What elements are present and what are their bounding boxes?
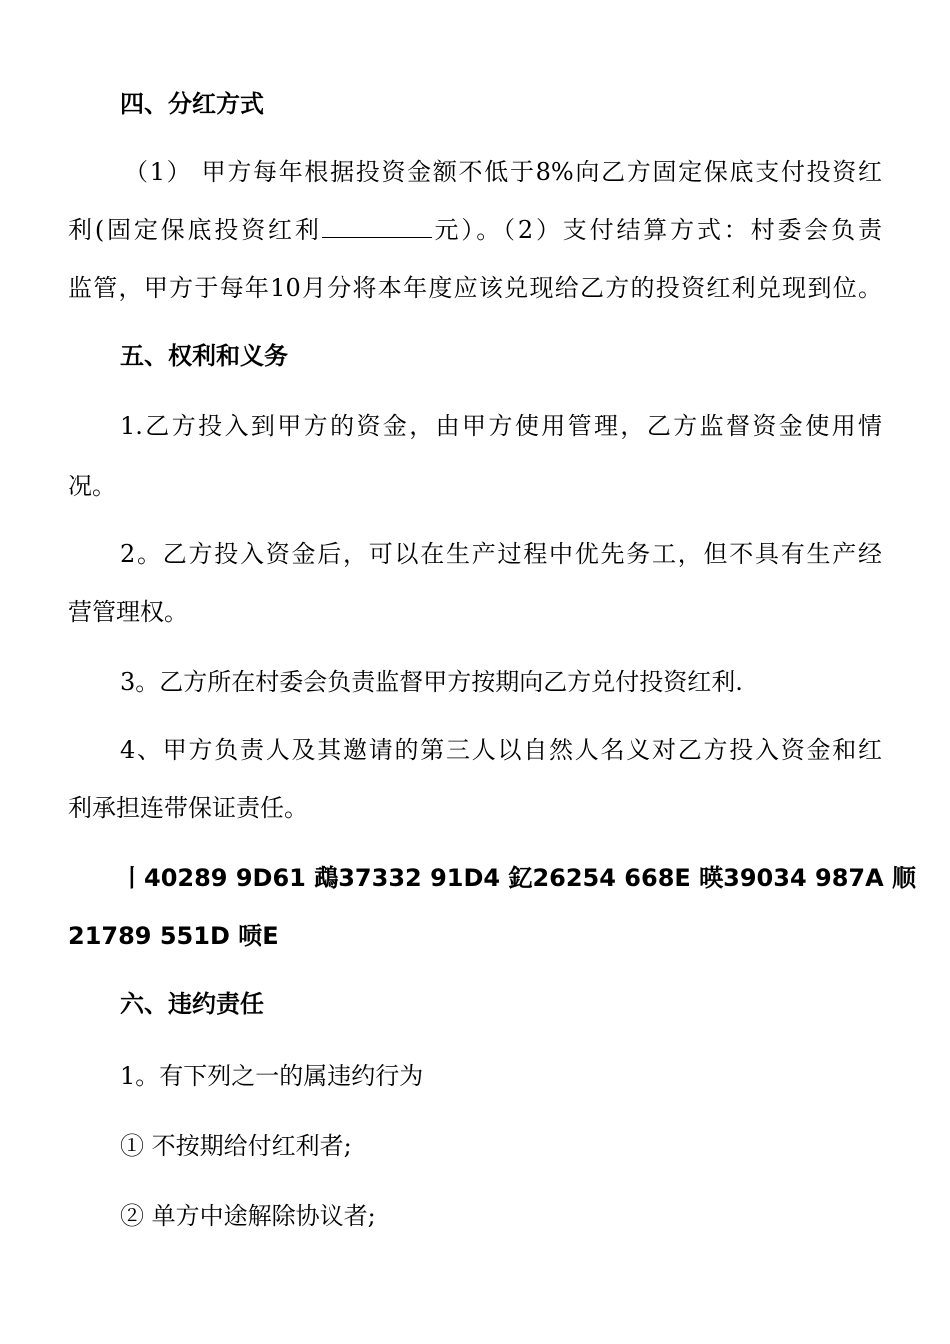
section-5-heading: 五、权利和义务 <box>120 342 288 370</box>
section-4-heading: 四、分红方式 <box>120 90 264 118</box>
section-4-paragraph-line-3: 监管，甲方于每年10月分将本年度应该兑现给乙方的投资红利兑现到位。 <box>68 274 882 302</box>
section-5-item-2-line-2: 营管理权。 <box>68 598 188 626</box>
section-6-sub-item-1: ① 不按期给付红利者; <box>120 1132 352 1160</box>
amount-blank <box>322 215 432 238</box>
code-line-2: 21789 551D 唝E <box>68 922 279 950</box>
section-5-item-1-line-2: 况。 <box>68 472 116 500</box>
section-6-heading: 六、违约责任 <box>120 990 264 1018</box>
section-6-sub-item-2: ② 单方中途解除协议者; <box>120 1202 376 1230</box>
code-line-1: 丨40289 9D61 鵡37332 91D4 釔26254 668E 暎39034 987A 顺 <box>120 864 917 892</box>
section-5-item-1-line-1: 1.乙方投入到甲方的资金，由甲方使用管理，乙方监督资金使用情 <box>120 412 882 440</box>
section-5-item-2-line-1: 2。乙方投入资金后，可以在生产过程中优先务工，但不具有生产经 <box>120 540 882 568</box>
section-6-item-1: 1。有下列之一的属违约行为 <box>120 1062 424 1090</box>
section-4-paragraph-line-2 <box>68 214 882 246</box>
section-4-paragraph-line-2-pre: 利(固定保底投资红利 <box>68 216 322 244</box>
section-4-paragraph-line-1: （1） 甲方每年根据投资金额不低于8%向乙方固定保底支付投资红 <box>124 158 882 186</box>
section-5-item-4-line-2: 利承担连带保证责任。 <box>68 794 308 822</box>
section-4-paragraph-line-2-post: 元）。（2）支付结算方式：村委会负责 <box>431 216 882 244</box>
section-5-item-3-line-1: 3。乙方所在村委会负责监督甲方按期向乙方兑付投资红利. <box>120 668 743 696</box>
section-5-item-4-line-1: 4、甲方负责人及其邀请的第三人以自然人名义对乙方投入资金和红 <box>120 736 882 764</box>
